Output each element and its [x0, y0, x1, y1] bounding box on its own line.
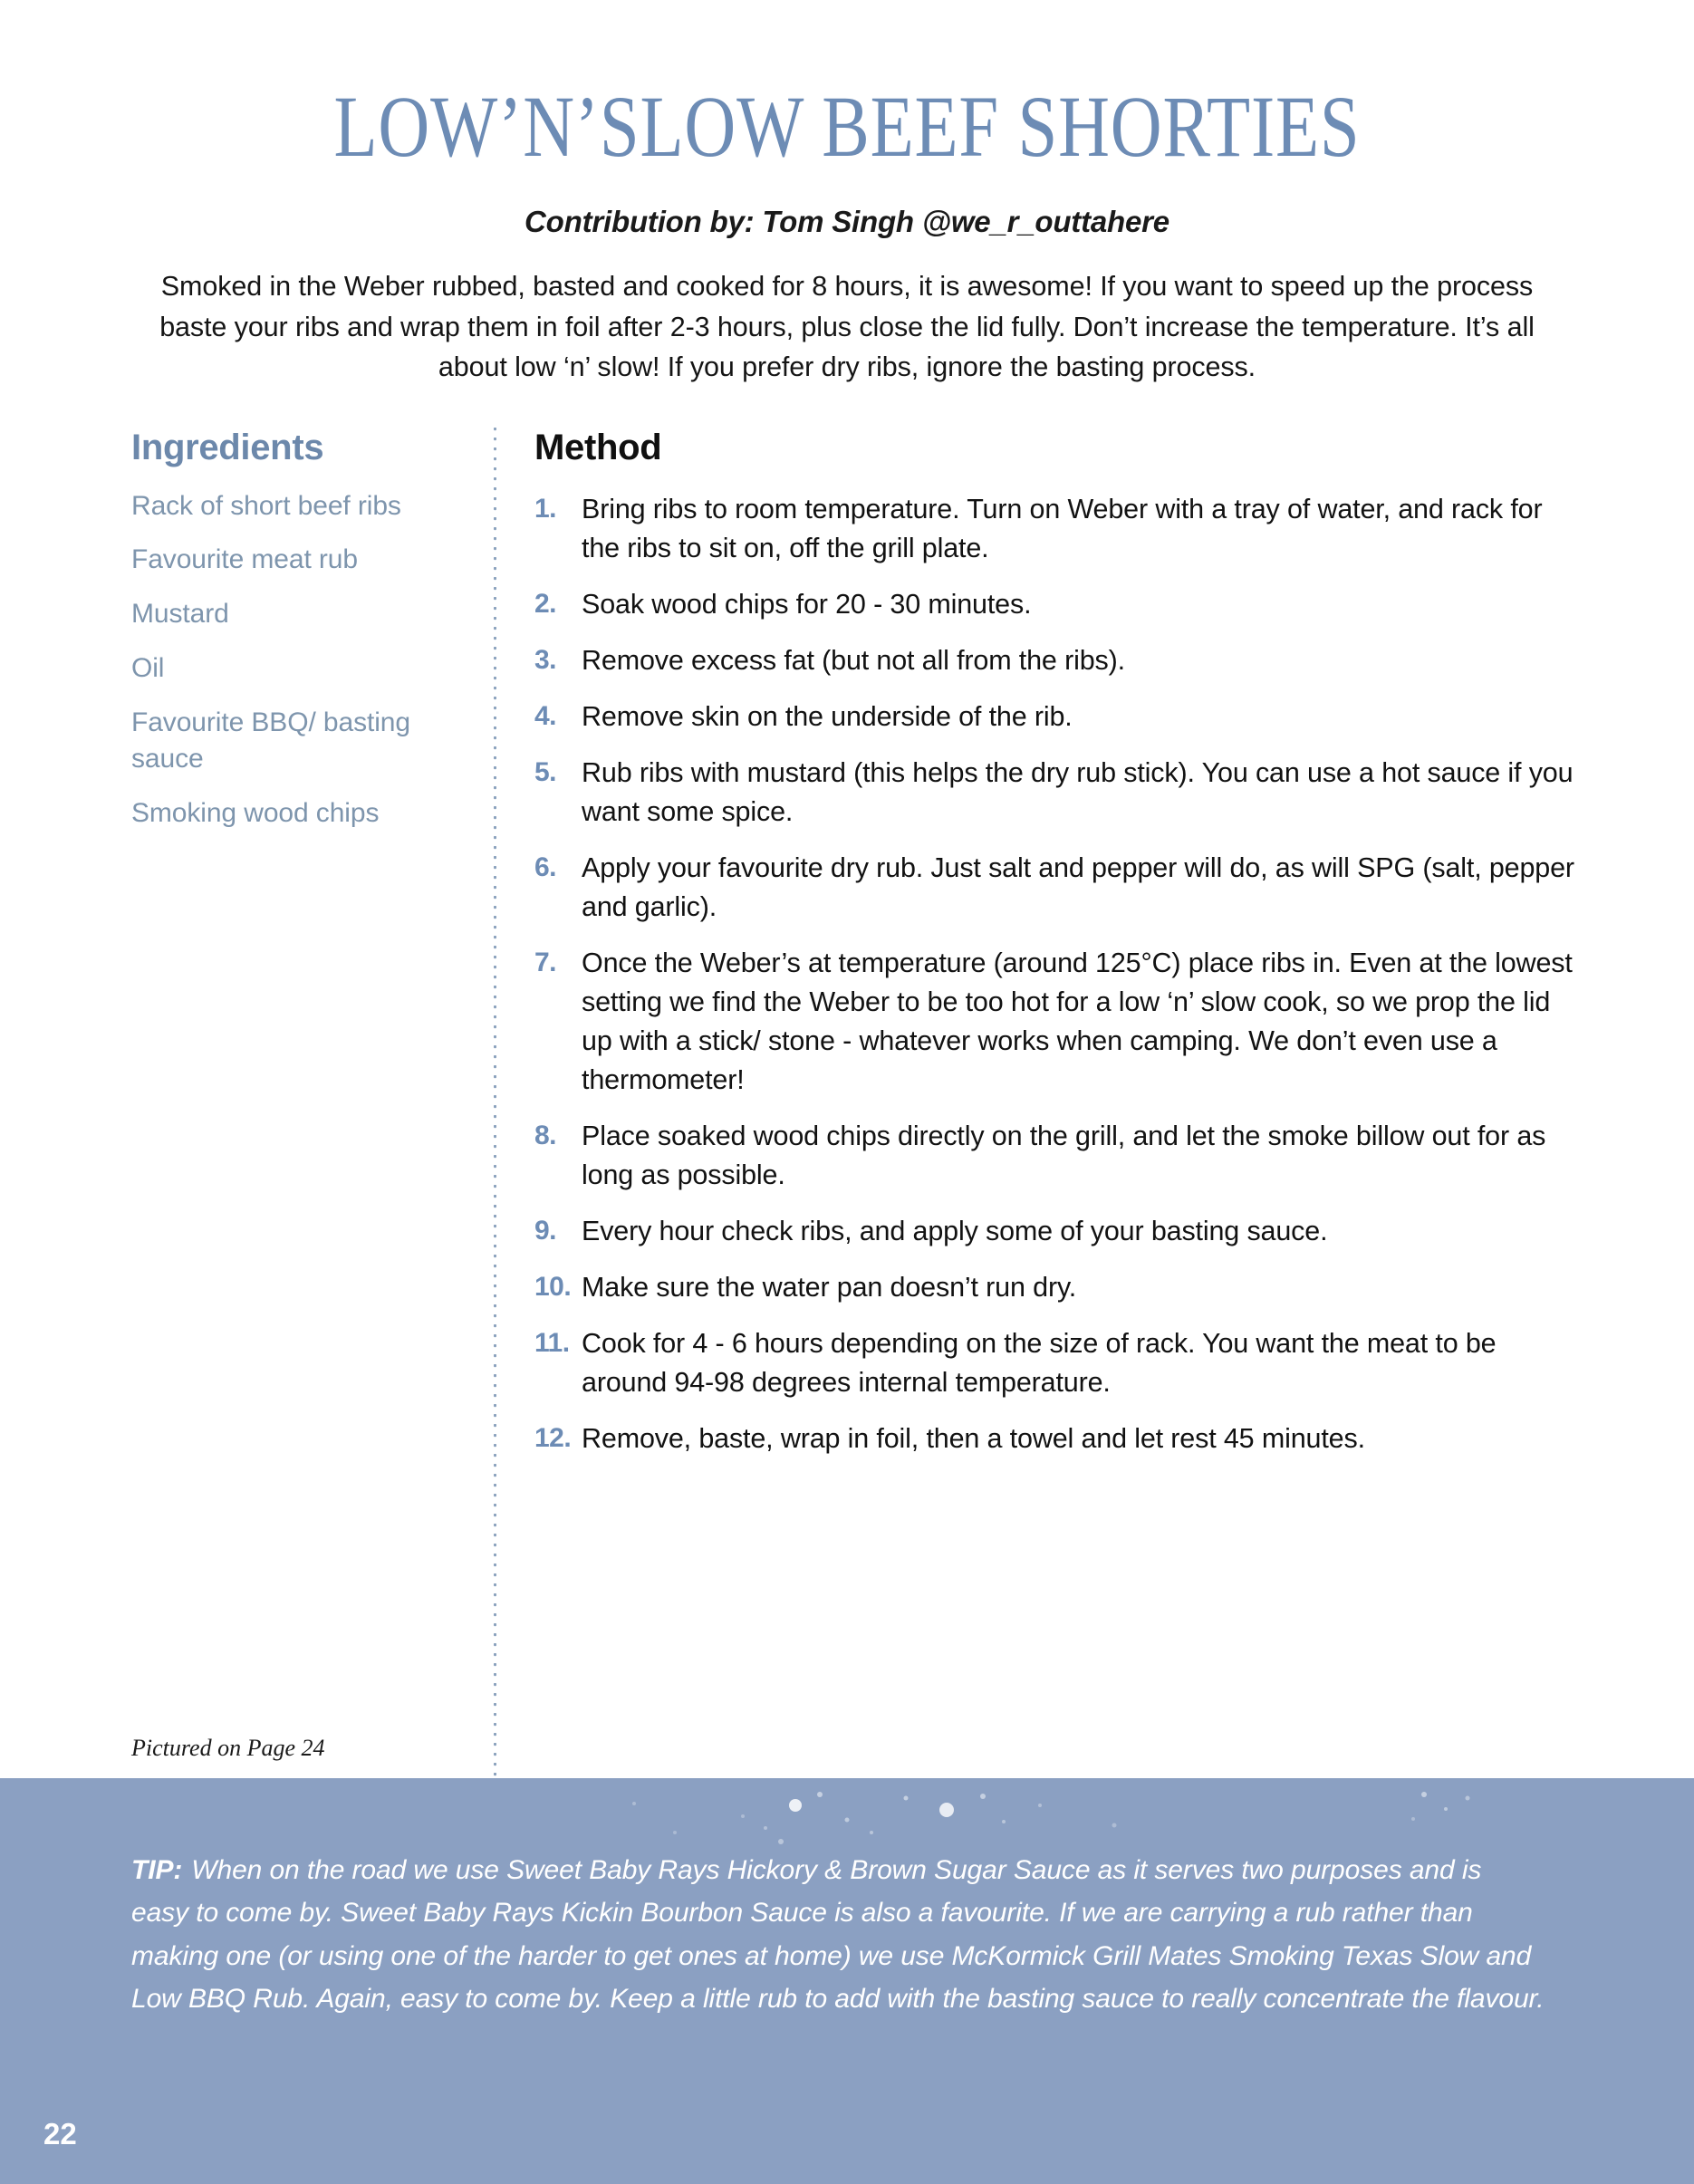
list-item [534, 1268, 1576, 1307]
list-item: Favourite meat rub [131, 544, 358, 575]
list-item [534, 698, 1576, 736]
step-text: Cook for 4 - 6 hours depending on the size of rack. You want the meat to be around 94-98 degrees internal temperature. [582, 1327, 1497, 1398]
method-steps-list [534, 490, 1576, 1458]
step-text: Make sure the water pan doesn’t run dry. [582, 1271, 1077, 1303]
list-item [534, 754, 1576, 832]
list-item [534, 849, 1576, 927]
list-item [534, 585, 1576, 624]
list-item [534, 1324, 1576, 1402]
step-text: Place soaked wood chips directly on the grill, and let the smoke billow out for as long as possible. [582, 1120, 1546, 1190]
method-column [534, 428, 1576, 1778]
tip-text [131, 1849, 1545, 2021]
list-item [534, 490, 1576, 568]
ingredients-list [131, 488, 467, 850]
dotted-column-divider [494, 428, 496, 1778]
intro-paragraph: Smoked in the Weber rubbed, basted and cooked for 8 hours, it is awesome! If you want to speed up the process baste your ribs and wrap them in foil after 2-3 hours, plus close the lid fully. Don’t increase the temperature. It’s all about low ‘n’ slow! If you prefer dry ribs, ignore the basting process. [159, 271, 1535, 383]
step-text: Remove skin on the underside of the rib. [582, 700, 1073, 732]
list-item [534, 1212, 1576, 1251]
page-title: LOW’N’SLOW BEEF SHORTIES [333, 78, 1361, 175]
page-number: 22 [43, 2117, 77, 2150]
step-number: 8. [534, 1120, 557, 1150]
step-number: 4. [534, 700, 557, 731]
step-number: 5. [534, 756, 557, 787]
step-number: 12. [534, 1422, 572, 1453]
list-item: Mustard [131, 599, 229, 630]
ingredients-column [131, 428, 494, 1778]
contribution-byline: Contribution by: Tom Singh @we_r_outtahere [525, 205, 1169, 238]
list-item: Favourite BBQ/ basting sauce [131, 707, 410, 774]
step-text: Soak wood chips for 20 - 30 minutes. [582, 588, 1032, 620]
step-number: 3. [534, 644, 557, 675]
list-item [534, 1117, 1576, 1195]
step-text: Remove excess fat (but not all from the ribs). [582, 644, 1125, 676]
list-item [534, 944, 1576, 1100]
ingredients-heading: Ingredients [131, 427, 324, 467]
tip-body: When on the road we use Sweet Baby Rays Hickory & Brown Sugar Sauce as it serves two purposes and is easy to come by. Sweet Baby Rays Kickin Bourbon Sauce is also a favourite. If we are carrying a rub rather than making one (or using one of the harder to get ones at home) we use McKormick Grill Mates Smoking Texas Slow and Low BBQ Rub. Again, easy to come by. Keep a little rub to add with the basting sauce to really concentrate the flavour. [131, 1855, 1545, 2015]
step-number: 1. [534, 493, 557, 524]
tip-label: TIP: [131, 1855, 183, 1885]
step-text: Once the Weber’s at temperature (around 125°C) place ribs in. Even at the lowest setting we find the Weber to be too hot for a low ‘n’ slow cook, so we prop the lid up with a stick/ stone - whatever works when camping. We don’t even use a thermometer! [582, 947, 1573, 1095]
step-number: 11. [534, 1327, 570, 1358]
step-number: 10. [534, 1271, 572, 1302]
list-item: Rack of short beef ribs [131, 490, 401, 521]
step-number: 9. [534, 1215, 557, 1246]
list-item [534, 641, 1576, 680]
step-number: 2. [534, 588, 557, 619]
step-text: Apply your favourite dry rub. Just salt and pepper will do, as will SPG (salt, pepper and garlic). [582, 851, 1574, 922]
list-item: Oil [131, 653, 165, 684]
step-text: Bring ribs to room temperature. Turn on Weber with a tray of water, and rack for the ribs to sit on, off the grill plate. [582, 493, 1543, 563]
list-item: Smoking wood chips [131, 797, 380, 828]
tip-band [0, 1778, 1694, 2184]
step-number: 7. [534, 947, 557, 977]
page-header [0, 0, 1694, 388]
recipe-body [0, 388, 1694, 1778]
list-item [534, 1419, 1576, 1458]
method-heading: Method [534, 427, 662, 467]
step-text: Remove, baste, wrap in foil, then a towel and let rest 45 minutes. [582, 1422, 1365, 1454]
step-text: Every hour check ribs, and apply some of your basting sauce. [582, 1215, 1328, 1246]
pictured-on-page-note: Pictured on Page 24 [131, 1735, 325, 1761]
step-text: Rub ribs with mustard (this helps the dry rub stick). You can use a hot sauce if you want some spice. [582, 756, 1574, 827]
step-number: 6. [534, 851, 557, 882]
